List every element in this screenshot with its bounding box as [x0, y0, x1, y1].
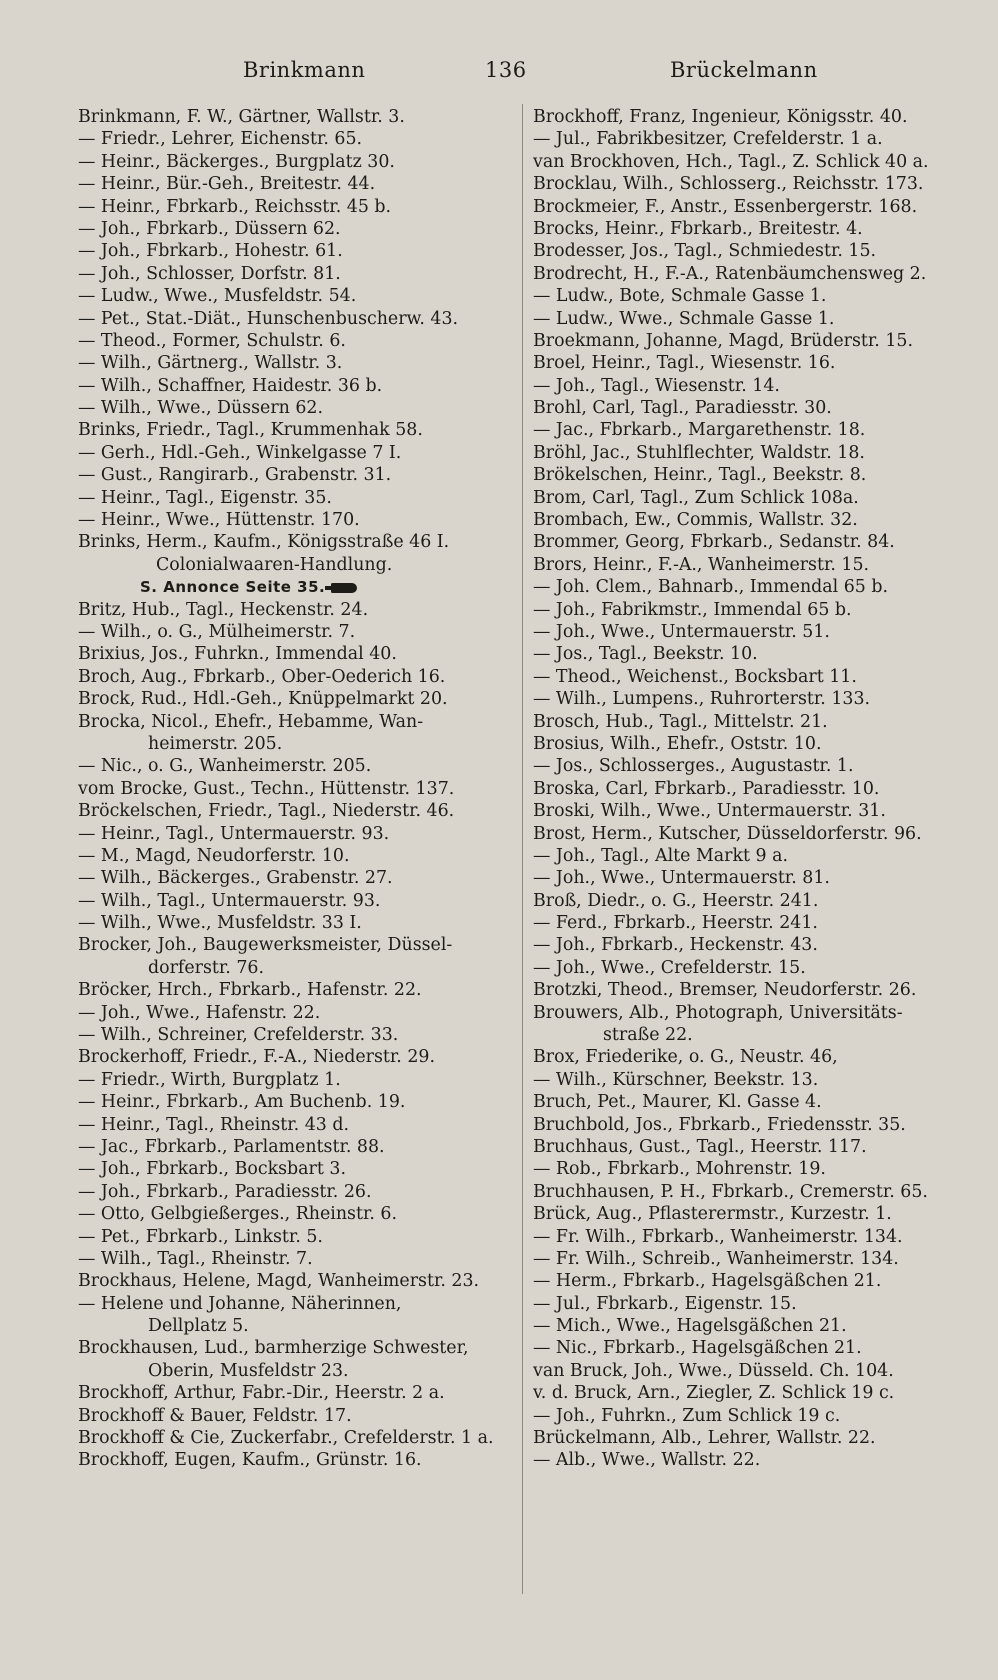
- directory-entry: [533, 352, 958, 374]
- entry-text: — Heinr., Bäckerges., Burgplatz 30.: [78, 151, 395, 172]
- directory-entry: [533, 845, 958, 867]
- entry-text: — Jac., Fbrkarb., Parlamentstr. 88.: [78, 1136, 385, 1157]
- entry-text: Brors, Heinr., F.-A., Wanheimerstr. 15.: [533, 554, 870, 575]
- entry-text: Brocklau, Wilh., Schlosserg., Reichsstr. 173.: [533, 174, 924, 195]
- entry-text: Brockhoff, Eugen, Kaufm., Grünstr. 16.: [78, 1450, 422, 1471]
- directory-entry: [533, 173, 958, 195]
- directory-entry: [533, 912, 958, 934]
- entry-text: — Otto, Gelbgießerges., Rheinstr. 6.: [78, 1204, 398, 1225]
- directory-entry: [533, 397, 958, 419]
- directory-entry: [533, 1114, 958, 1136]
- entry-text: — Jos., Tagl., Beekstr. 10.: [533, 644, 758, 665]
- entry-text: Broska, Carl, Fbrkarb., Paradiesstr. 10.: [533, 778, 880, 799]
- directory-entry: [78, 845, 520, 867]
- directory-entry: [78, 733, 520, 755]
- entry-text: — Jac., Fbrkarb., Margarethenstr. 18.: [533, 420, 866, 441]
- entry-text: — Friedr., Wirth, Burgplatz 1.: [78, 1069, 341, 1090]
- entry-text: vom Brocke, Gust., Techn., Hüttenstr. 137.: [78, 778, 455, 799]
- entry-text: — Alb., Wwe., Wallstr. 22.: [533, 1450, 761, 1471]
- directory-entry: [533, 554, 958, 576]
- entry-text: — Joh., Wwe., Hafenstr. 22.: [78, 1002, 321, 1023]
- entry-text: Brosch, Hub., Tagl., Mittelstr. 21.: [533, 711, 828, 732]
- header-first-entry: Brinkmann: [243, 58, 366, 82]
- entry-text: — Pet., Fbrkarb., Linkstr. 5.: [78, 1226, 323, 1247]
- directory-entry: [78, 1114, 520, 1136]
- directory-entry: [533, 1405, 958, 1427]
- entry-text: Brück, Aug., Pflasterermstr., Kurzestr. 1.: [533, 1204, 892, 1225]
- directory-entry: [533, 934, 958, 956]
- directory-entry: [78, 1069, 520, 1091]
- entry-text: Brixius, Jos., Fuhrkn., Immendal 40.: [78, 644, 397, 665]
- entry-text: — Wilh., o. G., Mülheimerstr. 7.: [78, 621, 356, 642]
- directory-entry: [78, 531, 520, 553]
- entry-text: — Joh., Fuhrkn., Zum Schlick 19 c.: [533, 1405, 841, 1426]
- directory-entry: [78, 1337, 520, 1359]
- entry-text: — Wilh., Tagl., Untermauerstr. 93.: [78, 890, 381, 911]
- directory-entry: [78, 1270, 520, 1292]
- entry-text: — Wilh., Schreiner, Crefelderstr. 33.: [78, 1025, 399, 1046]
- directory-entry: [533, 308, 958, 330]
- entry-text: Brockhausen, Lud., barmherzige Schwester,: [78, 1338, 469, 1359]
- directory-entry: [78, 1293, 520, 1315]
- entry-text: S. Annonce Seite 35.: [140, 578, 326, 597]
- directory-entry: [533, 778, 958, 800]
- directory-entry: [533, 1315, 958, 1337]
- entry-text: — Wilh., Schaffner, Haidestr. 36 b.: [78, 375, 383, 396]
- entry-text: Brodrecht, H., F.-A., Ratenbäumchensweg 2.: [533, 263, 927, 284]
- entry-text: Brockhoff, Arthur, Fabr.-Dir., Heerstr. 2 a.: [78, 1383, 445, 1404]
- directory-entry: [78, 196, 520, 218]
- entry-text: — M., Magd, Neudorferstr. 10.: [78, 845, 350, 866]
- directory-entry: [533, 263, 958, 285]
- directory-entry: [78, 823, 520, 845]
- directory-entry: [78, 1136, 520, 1158]
- directory-entry: [533, 509, 958, 531]
- directory-entry: [78, 643, 520, 665]
- entry-text: — Pet., Stat.-Diät., Hunschenbuscherw. 43.: [78, 308, 459, 329]
- entry-text: — Joh., Wwe., Untermauerstr. 51.: [533, 621, 830, 642]
- entry-text: — Fr. Wilh., Schreib., Wanheimerstr. 134.: [533, 1248, 899, 1269]
- entry-text: Brom, Carl, Tagl., Zum Schlick 108a.: [533, 487, 859, 508]
- entry-text: Brombach, Ew., Commis, Wallstr. 32.: [533, 510, 858, 531]
- directory-entry: [533, 1024, 958, 1046]
- directory-entry: [533, 1382, 958, 1404]
- directory-entry: [78, 1248, 520, 1270]
- entry-text: Brückelmann, Alb., Lehrer, Wallstr. 22.: [533, 1428, 876, 1449]
- directory-entry: [533, 151, 958, 173]
- directory-entry: [533, 1002, 958, 1024]
- directory-entry: [533, 979, 958, 1001]
- directory-entry: [78, 890, 520, 912]
- entry-text: — Jos., Schlosserges., Augustastr. 1.: [533, 756, 854, 777]
- entry-text: heimerstr. 205.: [148, 733, 283, 754]
- directory-entry: [533, 1091, 958, 1113]
- directory-entry: [533, 1427, 958, 1449]
- directory-entry: [78, 800, 520, 822]
- directory-entry: [78, 554, 520, 576]
- entry-text: Bröckelschen, Friedr., Tagl., Niederstr. 46.: [78, 801, 455, 822]
- entry-text: — Joh., Fabrikmstr., Immendal 65 b.: [533, 599, 852, 620]
- directory-entry: [533, 688, 958, 710]
- directory-entry: [533, 240, 958, 262]
- directory-entry: [533, 1270, 958, 1292]
- entry-text: — Wilh., Gärtnerg., Wallstr. 3.: [78, 353, 343, 374]
- entry-text: Brinks, Herm., Kaufm., Königsstraße 46 I.: [78, 532, 450, 553]
- directory-entry: [533, 218, 958, 240]
- directory-entry: [78, 1203, 520, 1225]
- directory-entry: [78, 1405, 520, 1427]
- entry-text: van Bruck, Joh., Wwe., Düsseld. Ch. 104.: [533, 1360, 894, 1381]
- entry-text: Dellplatz 5.: [148, 1316, 249, 1337]
- entry-text: — Ludw., Bote, Schmale Gasse 1.: [533, 286, 827, 307]
- directory-entry: [533, 666, 958, 688]
- entry-text: Britz, Hub., Tagl., Heckenstr. 24.: [78, 599, 369, 620]
- directory-entry: [78, 867, 520, 889]
- entry-text: Bröhl, Jac., Stuhlflechter, Waldstr. 18.: [533, 442, 865, 463]
- entry-text: Brockhoff & Cie, Zuckerfabr., Crefelderstr. 1 a.: [78, 1428, 494, 1449]
- entry-text: — Wilh., Wwe., Musfeldstr. 33 I.: [78, 913, 362, 934]
- directory-entry: [533, 1293, 958, 1315]
- directory-entry: [533, 1449, 958, 1471]
- entry-text: Brocka, Nicol., Ehefr., Hebamme, Wan-: [78, 711, 424, 732]
- directory-entry: [78, 240, 520, 262]
- directory-entry: [78, 487, 520, 509]
- directory-entry: [533, 419, 958, 441]
- entry-text: Bruchbold, Jos., Fbrkarb., Friedensstr. 35.: [533, 1114, 906, 1135]
- directory-entry: [533, 867, 958, 889]
- directory-entry: [78, 1315, 520, 1337]
- directory-entry: [78, 263, 520, 285]
- directory-entry: [533, 823, 958, 845]
- directory-entry: [78, 1046, 520, 1068]
- directory-entry: [533, 1360, 958, 1382]
- directory-entry: [78, 912, 520, 934]
- directory-entry: [78, 1360, 520, 1382]
- directory-entry: [78, 330, 520, 352]
- directory-entry: [533, 1203, 958, 1225]
- entry-text: — Gust., Rangirarb., Grabenstr. 31.: [78, 465, 392, 486]
- directory-entry: [78, 375, 520, 397]
- directory-entry: [533, 643, 958, 665]
- directory-entry: [533, 1046, 958, 1068]
- directory-entry: [533, 755, 958, 777]
- entry-text: Bruchhaus, Gust., Tagl., Heerstr. 117.: [533, 1136, 867, 1157]
- entry-text: — Joh., Fbrkarb., Bocksbart 3.: [78, 1159, 346, 1180]
- entry-text: straße 22.: [603, 1025, 693, 1046]
- directory-entry: [533, 621, 958, 643]
- directory-entry: [78, 397, 520, 419]
- directory-entry: [78, 688, 520, 710]
- entry-text: — Wilh., Wwe., Düssern 62.: [78, 398, 324, 419]
- entry-text: — Gerh., Hdl.-Geh., Winkelgasse 7 I.: [78, 442, 402, 463]
- entry-text: — Fr. Wilh., Fbrkarb., Wanheimerstr. 134.: [533, 1226, 903, 1247]
- directory-entry: [533, 1136, 958, 1158]
- entry-text: Brohl, Carl, Tagl., Paradiesstr. 30.: [533, 398, 832, 419]
- entry-text: Brocker, Joh., Baugewerksmeister, Düssel-: [78, 935, 453, 956]
- directory-entry: [533, 128, 958, 150]
- entry-text: — Joh., Wwe., Untermauerstr. 81.: [533, 868, 830, 889]
- directory-entry: [78, 308, 520, 330]
- directory-entry: [533, 1248, 958, 1270]
- column-divider: [522, 104, 523, 1594]
- entry-text: — Joh., Fbrkarb., Düssern 62.: [78, 218, 341, 239]
- directory-entry: [533, 733, 958, 755]
- right-column: [533, 106, 958, 1472]
- directory-entry: [533, 487, 958, 509]
- entry-text: — Joh. Clem., Bahnarb., Immendal 65 b.: [533, 577, 889, 598]
- entry-text: — Wilh., Kürschner, Beekstr. 13.: [533, 1069, 819, 1090]
- entry-text: — Rob., Fbrkarb., Mohrenstr. 19.: [533, 1159, 826, 1180]
- entry-text: Brockhoff & Bauer, Feldstr. 17.: [78, 1405, 352, 1426]
- entry-text: Broß, Diedr., o. G., Heerstr. 241.: [533, 890, 819, 911]
- entry-text: Broski, Wilh., Wwe., Untermauerstr. 31.: [533, 801, 886, 822]
- directory-entry: [78, 957, 520, 979]
- entry-text: — Ludw., Wwe., Musfeldstr. 54.: [78, 286, 357, 307]
- directory-entry: [533, 711, 958, 733]
- directory-entry: [78, 1181, 520, 1203]
- entry-text: — Joh., Wwe., Crefelderstr. 15.: [533, 957, 806, 978]
- directory-entry: [533, 285, 958, 307]
- directory-entry: [78, 128, 520, 150]
- entry-text: Oberin, Musfeldstr 23.: [148, 1360, 349, 1381]
- entry-text: — Wilh., Lumpens., Ruhrorterstr. 133.: [533, 689, 871, 710]
- directory-entry: [78, 711, 520, 733]
- directory-entry: [533, 196, 958, 218]
- directory-entry: [533, 890, 958, 912]
- entry-text: Brodesser, Jos., Tagl., Schmiedestr. 15.: [533, 241, 877, 262]
- directory-entry: [533, 1069, 958, 1091]
- entry-text: — Nic., o. G., Wanheimerstr. 205.: [78, 756, 372, 777]
- directory-entry: [533, 106, 958, 128]
- left-column: [78, 106, 520, 1472]
- entry-text: — Heinr., Tagl., Eigenstr. 35.: [78, 487, 332, 508]
- entry-text: Brosius, Wilh., Ehefr., Oststr. 10.: [533, 733, 822, 754]
- directory-entry: [78, 419, 520, 441]
- directory-entry: [533, 464, 958, 486]
- entry-text: — Heinr., Wwe., Hüttenstr. 170.: [78, 510, 360, 531]
- directory-entry: [78, 1091, 520, 1113]
- directory-entry: [78, 1427, 520, 1449]
- entry-text: — Mich., Wwe., Hagelsgäßchen 21.: [533, 1316, 847, 1337]
- directory-entry: [78, 979, 520, 1001]
- entry-text: — Theod., Weichenst., Bocksbart 11.: [533, 666, 857, 687]
- entry-text: Brouwers, Alb., Photograph, Universitäts-: [533, 1002, 903, 1023]
- directory-entry: [533, 330, 958, 352]
- directory-entry: [78, 1449, 520, 1471]
- pointing-hand-icon: [331, 583, 357, 593]
- entry-text: van Brockhoven, Hch., Tagl., Z. Schlick 40 a.: [533, 151, 929, 172]
- directory-entry: [533, 1226, 958, 1248]
- entry-text: — Jul., Fbrkarb., Eigenstr. 15.: [533, 1293, 797, 1314]
- entry-text: — Joh., Fbrkarb., Paradiesstr. 26.: [78, 1181, 372, 1202]
- entry-text: — Wilh., Tagl., Rheinstr. 7.: [78, 1248, 313, 1269]
- entry-text: — Joh., Schlosser, Dorfstr. 81.: [78, 263, 341, 284]
- page-number: 136: [485, 58, 527, 82]
- directory-entry: [78, 666, 520, 688]
- entry-text: Broel, Heinr., Tagl., Wiesenstr. 16.: [533, 353, 836, 374]
- entry-text: — Ferd., Fbrkarb., Heerstr. 241.: [533, 913, 818, 934]
- entry-text: — Heinr., Bür.-Geh., Breitestr. 44.: [78, 174, 376, 195]
- entry-text: Brotzki, Theod., Bremser, Neudorferstr. 26.: [533, 980, 917, 1001]
- entry-text: Brökelschen, Heinr., Tagl., Beekstr. 8.: [533, 465, 867, 486]
- directory-entry: [533, 1158, 958, 1180]
- directory-entry: [533, 576, 958, 598]
- directory-entry: [533, 442, 958, 464]
- directory-entry: [78, 464, 520, 486]
- entry-text: — Wilh., Bäckerges., Grabenstr. 27.: [78, 868, 393, 889]
- entry-text: Bruchhausen, P. H., Fbrkarb., Cremerstr. 65.: [533, 1181, 928, 1202]
- entry-text: v. d. Bruck, Arn., Ziegler, Z. Schlick 19 c.: [533, 1383, 895, 1404]
- directory-entry: [78, 151, 520, 173]
- entry-text: Bröcker, Hrch., Fbrkarb., Hafenstr. 22.: [78, 980, 422, 1001]
- entry-text: — Heinr., Fbrkarb., Reichsstr. 45 b.: [78, 196, 392, 217]
- directory-entry: [78, 1002, 520, 1024]
- entry-text: — Joh., Fbrkarb., Heckenstr. 43.: [533, 935, 818, 956]
- entry-text: Broch, Aug., Fbrkarb., Ober-Oederich 16.: [78, 666, 446, 687]
- directory-entry: [78, 285, 520, 307]
- entry-text: — Helene und Johanne, Näherinnen,: [78, 1293, 402, 1314]
- entry-text: Brock, Rud., Hdl.-Geh., Knüppelmarkt 20.: [78, 689, 448, 710]
- entry-text: dorferstr. 76.: [148, 957, 264, 978]
- entry-text: — Theod., Former, Schulstr. 6.: [78, 330, 346, 351]
- entry-text: — Heinr., Tagl., Rheinstr. 43 d.: [78, 1114, 350, 1135]
- directory-entry: [78, 509, 520, 531]
- directory-entry: [78, 442, 520, 464]
- directory-entry: [533, 957, 958, 979]
- directory-entry: [533, 1181, 958, 1203]
- directory-entry: [78, 352, 520, 374]
- directory-entry: [78, 106, 520, 128]
- directory-entry: [78, 1226, 520, 1248]
- directory-entry: [78, 1382, 520, 1404]
- entry-text: Bruch, Pet., Maurer, Kl. Gasse 4.: [533, 1092, 822, 1113]
- entry-text: — Heinr., Fbrkarb., Am Buchenb. 19.: [78, 1092, 406, 1113]
- entry-text: Brinkmann, F. W., Gärtner, Wallstr. 3.: [78, 107, 405, 127]
- header-last-entry: Brückelmann: [670, 58, 818, 82]
- entry-text: Brost, Herm., Kutscher, Düsseldorferstr. 96.: [533, 823, 922, 844]
- directory-entry: [78, 621, 520, 643]
- entry-text: — Joh., Tagl., Wiesenstr. 14.: [533, 375, 780, 396]
- directory-entry: [533, 599, 958, 621]
- entry-text: — Friedr., Lehrer, Eichenstr. 65.: [78, 129, 363, 150]
- entry-text: Broekmann, Johanne, Magd, Brüderstr. 15.: [533, 330, 914, 351]
- page-header: [78, 58, 948, 88]
- entry-text: — Nic., Fbrkarb., Hagelsgäßchen 21.: [533, 1338, 862, 1359]
- entry-text: Brockhaus, Helene, Magd, Wanheimerstr. 23.: [78, 1271, 480, 1292]
- entry-text: — Jul., Fabrikbesitzer, Crefelderstr. 1 a.: [533, 129, 883, 150]
- directory-entry: [78, 1158, 520, 1180]
- entry-text: — Herm., Fbrkarb., Hagelsgäßchen 21.: [533, 1271, 882, 1292]
- directory-entry: [533, 375, 958, 397]
- entry-text: Brinks, Friedr., Tagl., Krummenhak 58.: [78, 420, 423, 441]
- entry-text: Colonialwaaren-Handlung.: [156, 554, 393, 575]
- entry-text: — Joh., Tagl., Alte Markt 9 a.: [533, 845, 788, 866]
- entry-text: Brox, Friederike, o. G., Neustr. 46,: [533, 1047, 838, 1068]
- directory-entry: [533, 531, 958, 553]
- entry-text: — Heinr., Tagl., Untermauerstr. 93.: [78, 823, 390, 844]
- directory-entry: [533, 800, 958, 822]
- directory-entry: [533, 1337, 958, 1359]
- entry-text: Brocks, Heinr., Fbrkarb., Breitestr. 4.: [533, 218, 863, 239]
- directory-entry: [78, 173, 520, 195]
- entry-text: — Ludw., Wwe., Schmale Gasse 1.: [533, 308, 835, 329]
- entry-text: Brommer, Georg, Fbrkarb., Sedanstr. 84.: [533, 532, 895, 553]
- entry-text: — Joh., Fbrkarb., Hohestr. 61.: [78, 241, 343, 262]
- directory-entry: [78, 778, 520, 800]
- entry-text: Brockhoff, Franz, Ingenieur, Königsstr. 40.: [533, 107, 908, 127]
- directory-entry: [78, 755, 520, 777]
- entry-text: Brockerhoff, Friedr., F.-A., Niederstr. 29.: [78, 1047, 435, 1068]
- directory-entry: [78, 218, 520, 240]
- directory-entry: [78, 599, 520, 621]
- directory-entry: [78, 934, 520, 956]
- directory-entry: [78, 576, 520, 598]
- entry-text: Brockmeier, F., Anstr., Essenbergerstr. 168.: [533, 196, 918, 217]
- directory-entry: [78, 1024, 520, 1046]
